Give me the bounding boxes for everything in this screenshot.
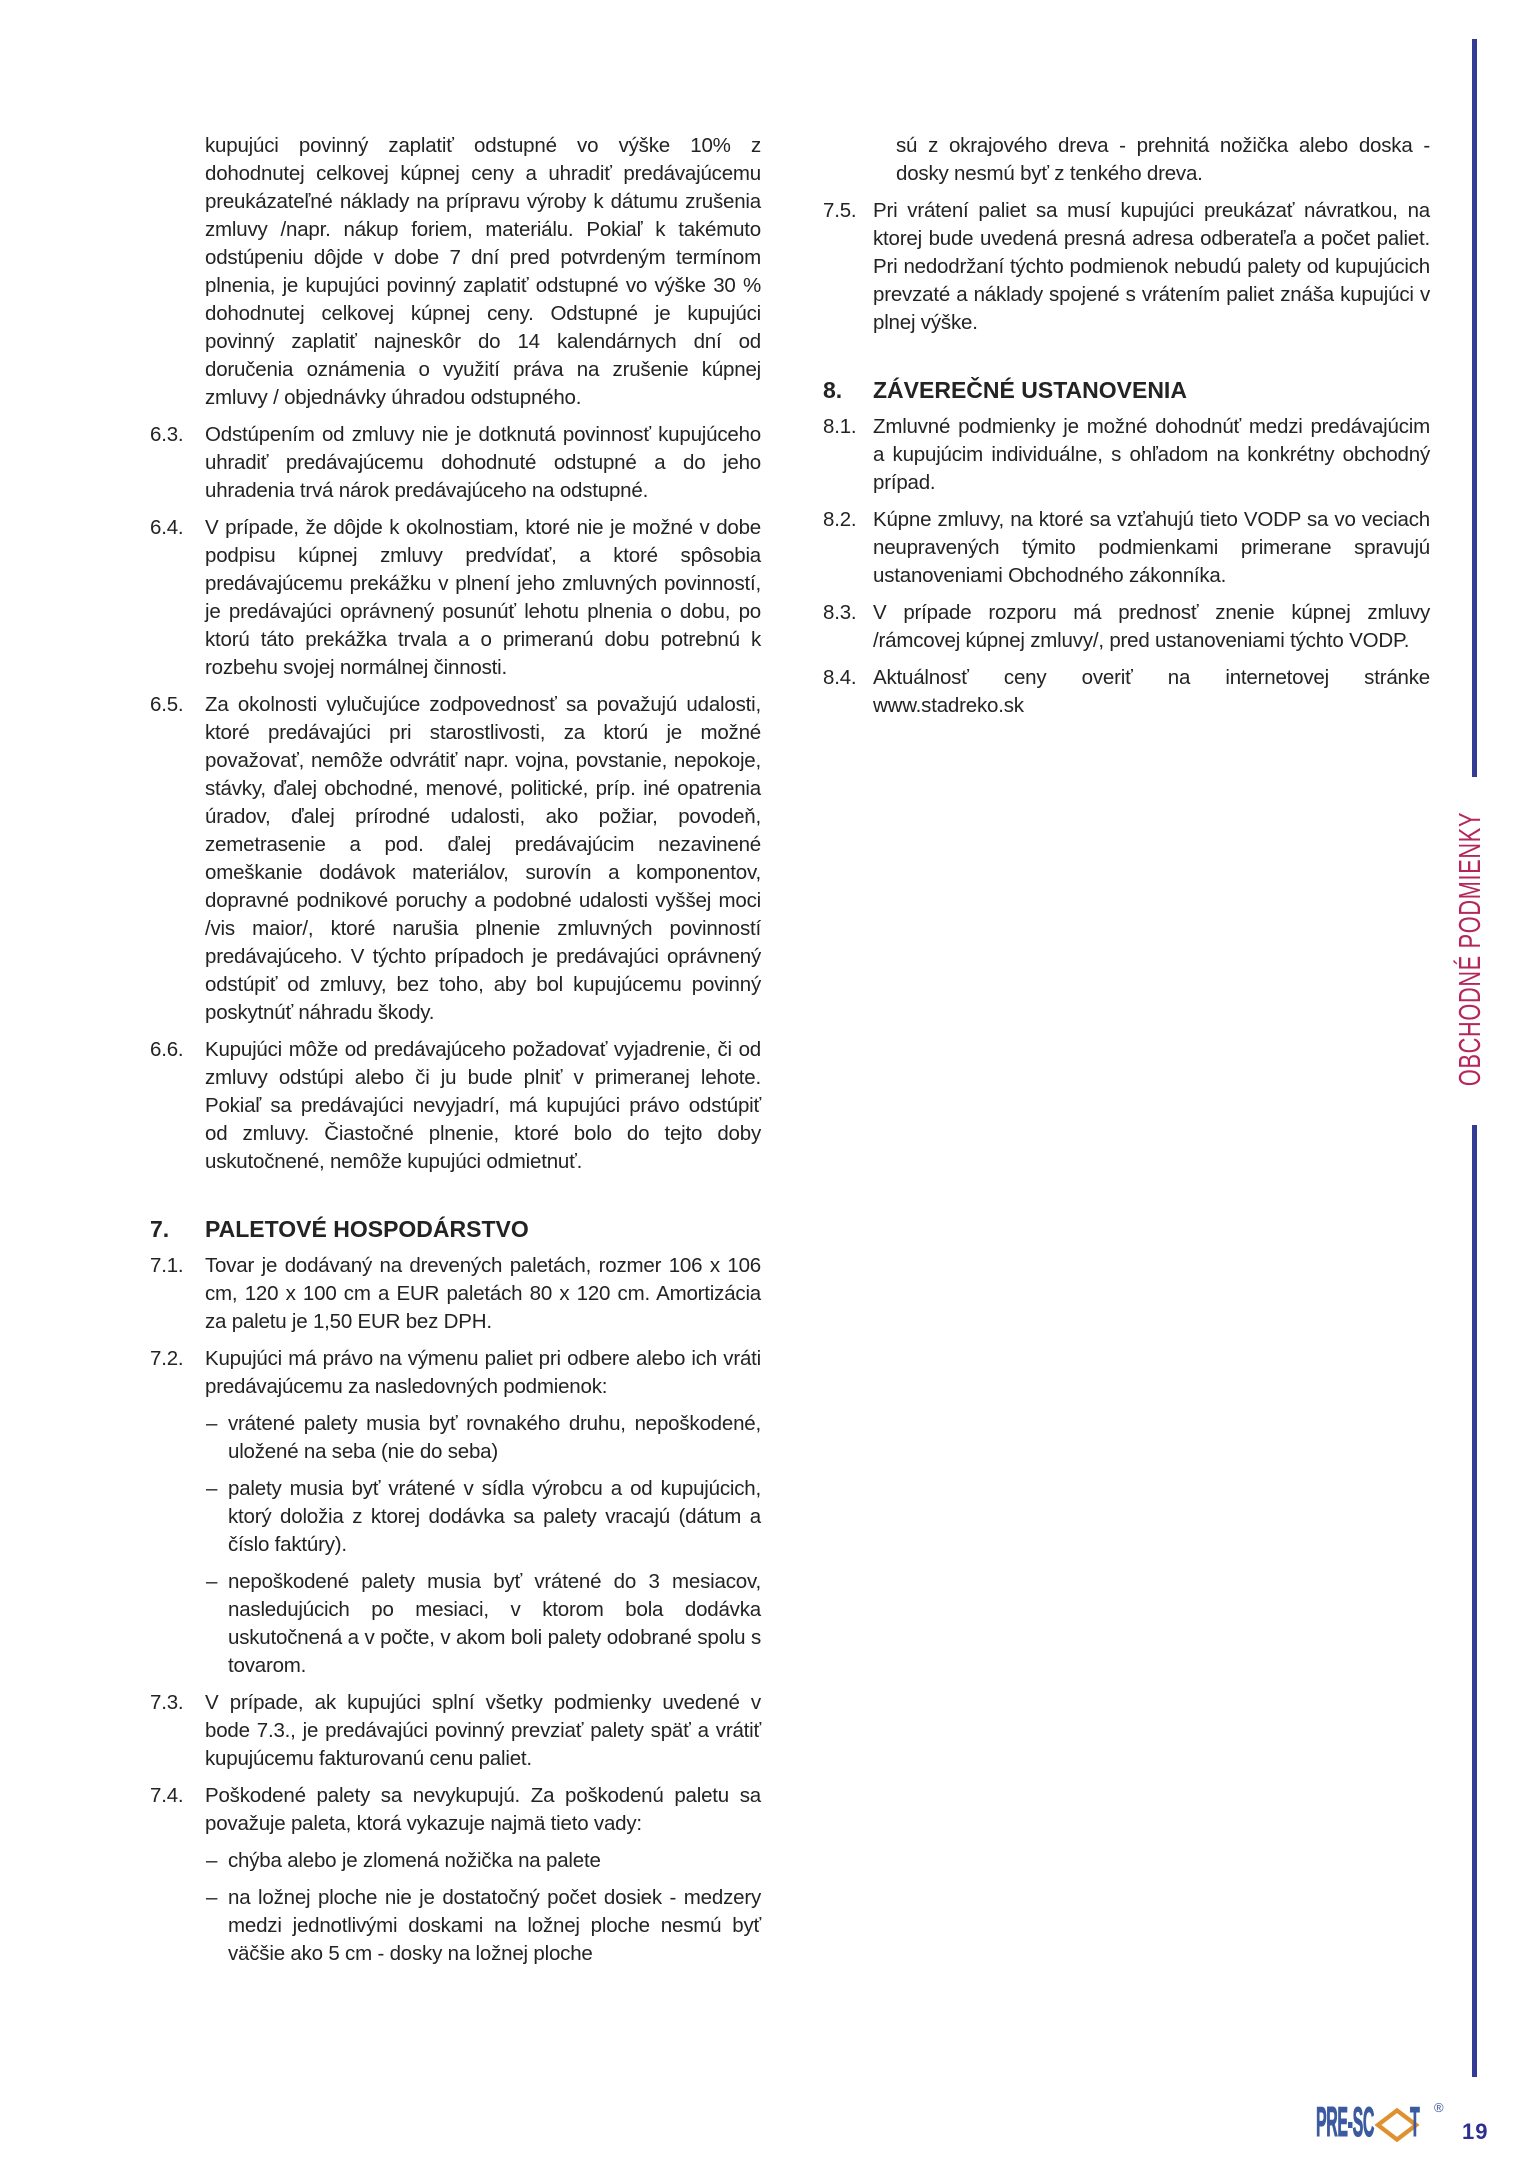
list-item-7-3 <box>150 1689 761 1773</box>
registered-trademark-icon: ® <box>1434 2100 1444 2115</box>
item-number: 6.3. <box>150 423 184 446</box>
item-text: V prípade, ak kupujúci splní všetky podmienky uvedené v bode 7.3., je predávajúci povinný prevziať palety späť a vrátiť kupujúcemu fakturovanú cenu paliet. <box>205 1691 761 1770</box>
list-item-6-5 <box>150 691 761 1027</box>
logo-text-presc: PRE-SC <box>1316 2098 1375 2145</box>
list-item-8-4 <box>823 664 1430 720</box>
item-number: 7.4. <box>150 1784 184 1807</box>
prescot-logo <box>1314 2100 1444 2146</box>
item-number: 8.2. <box>823 508 857 531</box>
right-column <box>823 132 1430 729</box>
bullet-text: chýba alebo je zlomená nožička na palete <box>228 1849 601 1872</box>
bullet-text: na ložnej ploche nie je dostatočný počet dosiek - medzery medzi jednotlivými doskami na ložnej ploche nesmú byť väčšie ako 5 cm - dosky na ložnej ploche <box>228 1886 761 1965</box>
section-heading-7 <box>150 1215 761 1243</box>
bullet-continuation <box>873 132 1430 188</box>
list-item-6-3 <box>150 421 761 505</box>
list-item-6-6 <box>150 1036 761 1176</box>
list-item-7-5 <box>823 197 1430 337</box>
bullet-item <box>206 1410 761 1466</box>
item-text: V prípade, že dôjde k okolnostiam, ktoré nie je možné v dobe podpisu kúpnej zmluvy predvídať, a ktoré spôsobia predávajúcemu prekážku v plnení jeho zmluvných povinností, je predávajúci oprávnený posunúť lehotu plnenia o dobu, po ktorú táto prekážka trvala a o primeranú dobu potrebnú k rozbehu svojej normálnej činnosti. <box>205 516 761 679</box>
item-text: Zmluvné podmienky je možné dohodnúť medzi predávajúcim a kupujúcim individuálne, s ohľadom na konkrétny obchodný prípad. <box>873 415 1430 494</box>
bullet-text: vrátené palety musia byť rovnakého druhu, nepoškodené, uložené na seba (nie do seba) <box>228 1412 761 1463</box>
item-text: Kupujúci má právo na výmenu paliet pri odbere alebo ich vráti predávajúcemu za nasledovných podmienok: <box>205 1347 761 1398</box>
bullet-item <box>206 1847 761 1875</box>
bullet-dash: – <box>206 1570 218 1593</box>
bullet-text: nepoškodené palety musia byť vrátené do 3 mesiacov, nasledujúcich po mesiaci, v ktorom bola dodávka uskutočnená a v počte, v akom boli palety odobrané spolu s tovarom. <box>228 1570 761 1677</box>
section-title: PALETOVÉ HOSPODÁRSTVO <box>205 1216 529 1242</box>
section-number: 7. <box>150 1216 170 1242</box>
list-item-7-2 <box>150 1345 761 1401</box>
logo-text-t: T <box>1410 2098 1420 2145</box>
bullet-item <box>206 1884 761 1968</box>
bullet-text: palety musia byť vrátené v sídla výrobcu a od kupujúcich, ktorý doložia z ktorej dodávka sa palety vracajú (dátum a číslo faktúry). <box>228 1477 761 1556</box>
paragraph-continuation: kupujúci povinný zaplatiť odstupné vo výške 10% z dohodnutej celkovej kúpnej ceny a uhradiť predávajúcemu preukázateľné náklady na prípravu výroby k dátumu zrušenia zmluvy /napr. nákup foriem, materiálu. Pokiaľ k takémuto odstúpeniu dôjde v dobe 7 dní pred potvrdeným termínom plnenia, je kupujúci povinný zaplatiť odstupné vo výške 30 % dohodnutej celkovej kúpnej ceny. Odstupné je kupujúci povinný zaplatiť najneskôr do 14 kalendárnych dní od doručenia oznámenia o využití práva na zrušenie kúpnej zmluvy / objednávky úhradou odstupného. <box>205 134 761 409</box>
list-item-7-1 <box>150 1252 761 1336</box>
item-text: Kupujúci môže od predávajúceho požadovať vyjadrenie, či od zmluvy odstúpi alebo či ju bude plniť v primeranej lehote. Pokiaľ sa predávajúci nevyjadrí, má kupujúci právo odstúpiť od zmluvy. Čiastočné plnenie, ktoré bolo do tejto doby uskutočnené, nemôže kupujúci odmietnuť. <box>205 1038 761 1173</box>
side-tab-label: OBCHODNÉ PODMIENKY <box>1452 811 1487 1087</box>
item-number: 7.1. <box>150 1254 184 1277</box>
bullet-dash: – <box>206 1412 218 1435</box>
list-item-7-4 <box>150 1782 761 1838</box>
item-number: 6.4. <box>150 516 184 539</box>
item-number: 7.3. <box>150 1691 184 1714</box>
section-title: ZÁVEREČNÉ USTANOVENIA <box>873 377 1187 403</box>
item-number: 6.6. <box>150 1038 184 1061</box>
list-item-8-2 <box>823 506 1430 590</box>
side-rule-top <box>1472 39 1477 777</box>
bullet-item <box>206 1568 761 1680</box>
item-number: 7.5. <box>823 199 857 222</box>
item-number: 8.3. <box>823 601 857 624</box>
item-number: 7.2. <box>150 1347 184 1370</box>
item-number: 8.1. <box>823 415 857 438</box>
section-number: 8. <box>823 377 843 403</box>
list-item-6-4 <box>150 514 761 682</box>
section-heading-8 <box>823 376 1430 404</box>
item-text: V prípade rozporu má prednosť znenie kúpnej zmluvy /rámcovej kúpnej zmluvy/, pred ustanoveniami týchto VODP. <box>873 601 1430 652</box>
list-item-8-3 <box>823 599 1430 655</box>
item-text: Odstúpením od zmluvy nie je dotknutá povinnosť kupujúceho uhradiť predávajúcemu dohodnuté odstupné a do jeho uhradenia trvá nárok predávajúceho na odstupné. <box>205 423 761 502</box>
item-number: 8.4. <box>823 666 857 689</box>
item-text: Aktuálnosť ceny overiť na internetovej stránke www.stadreko.sk <box>873 666 1430 717</box>
item-text: Pri vrátení paliet sa musí kupujúci preukázať návratkou, na ktorej bude uvedená presná adresa odberateľa a počet paliet. Pri nedodržaní týchto podmienok nebudú palety od kupujúcich prevzaté a náklady spojené s vrátením paliet znáša kupujúci v plnej výške. <box>873 199 1430 334</box>
left-column <box>150 132 761 1977</box>
item-text: Tovar je dodávaný na drevených paletách, rozmer 106 x 106 cm, 120 x 100 cm a EUR paletách 80 x 120 cm. Amortizácia za paletu je 1,50 EUR bez DPH. <box>205 1254 761 1333</box>
side-rule-bottom <box>1472 1125 1477 2077</box>
item-number: 6.5. <box>150 693 184 716</box>
bullet-text: sú z okrajového dreva - prehnitá nožička alebo doska - dosky nesmú byť z tenkého dreva. <box>896 134 1430 185</box>
item-text: Za okolnosti vylučujúce zodpovednosť sa považujú udalosti, ktoré predávajúci pri starostlivosti, za ktorú je možné považovať, nemôže odvrátiť napr. vojna, povstanie, nepokoje, stávky, ďalej obchodné, menové, politické, príp. iné opatrenia úradov, ďalej prírodné udalosti, ako požiar, povodeň, zemetrasenie a pod. ďalej predávajúcim nezavinené omeškanie dodávok materiálov, surovín a komponentov, dopravné podnikové poruchy a podobné udalosti vyššej moci /vis maior/, ktoré narušia plnenie zmluvných povinností predávajúceho. V týchto prípadoch je predávajúci oprávnený odstúpiť od zmluvy, bez toho, aby bol kupujúcemu povinný poskytnúť náhradu škody. <box>205 693 761 1024</box>
item-text: Kúpne zmluvy, na ktoré sa vzťahujú tieto VODP sa vo veciach neupravených týmito podmienkami primerane spravujú ustanoveniami Obchodného zákonníka. <box>873 508 1430 587</box>
bullet-dash: – <box>206 1477 218 1500</box>
item-text: Poškodené palety sa nevykupujú. Za poškodenú paletu sa považuje paleta, ktorá vykazuje najmä tieto vady: <box>205 1784 761 1835</box>
bullet-dash: – <box>206 1849 218 1872</box>
page-number: 19 <box>1462 2119 1489 2144</box>
list-item-8-1 <box>823 413 1430 497</box>
bullet-item <box>206 1475 761 1559</box>
bullet-dash: – <box>206 1886 218 1909</box>
